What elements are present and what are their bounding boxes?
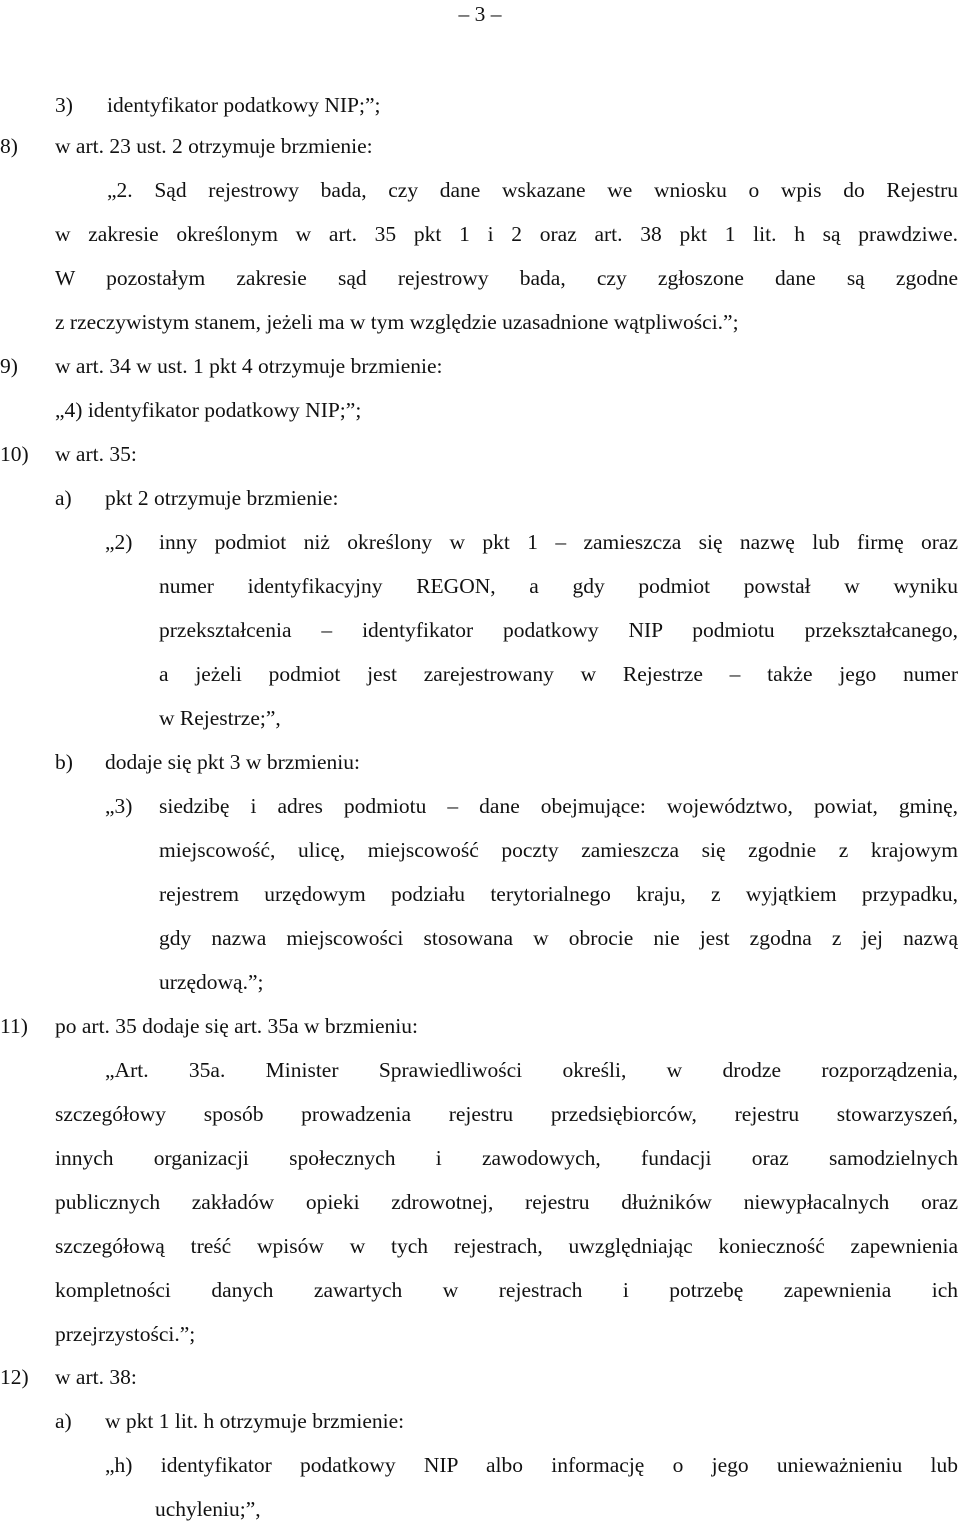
quote-line: w zakresie określonym w art. 35 pkt 1 i 2 oraz art. 38 pkt 1 lit. h są prawdziwe. [55,222,958,246]
art35a-line: innych organizacji społecznych i zawodowych, fundacji oraz samodzielnych [55,1146,958,1170]
quote-line: „4) identyfikator podatkowy NIP;”; [55,398,362,422]
art35a-line: „Art. 35a. Minister Sprawiedliwości określi, w drodze rozporządzenia, [105,1058,958,1082]
page-number: – 3 – [458,2,502,26]
item-12-number: 12) [0,1365,29,1389]
letter-a-text: pkt 2 otrzymuje brzmienie: [105,486,339,510]
point-3-line: miejscowość, ulicę, miejscowość poczty zamieszcza się zgodnie z krajowym [159,838,958,862]
letter-a-text: w pkt 1 lit. h otrzymuje brzmienie: [105,1409,405,1433]
item-8-text: w art. 23 ust. 2 otrzymuje brzmienie: [55,134,373,158]
point-3-line: rejestrem urzędowym podziału terytorialnego kraju, z wyjątkiem przypadku, [159,882,958,906]
item-10-number: 10) [0,442,29,466]
item-3-number: 3) [55,93,73,117]
item-9-text: w art. 34 w ust. 1 pkt 4 otrzymuje brzmienie: [55,354,443,378]
lit-h-line: „h) identyfikator podatkowy NIP albo informację o jego unieważnieniu lub [105,1453,958,1477]
item-9-number: 9) [0,354,18,378]
art35a-line: publicznych zakładów opieki zdrowotnej, rejestru dłużników niewypłacalnych oraz [55,1190,958,1214]
art35a-line: kompletności danych zawartych w rejestrach i potrzebę zapewnienia ich [55,1278,958,1302]
art35a-line: szczegółową treść wpisów w tych rejestrach, uwzględniając konieczność zapewnienia [55,1234,958,1258]
point-3-number: „3) [105,794,133,818]
letter-b-label: b) [55,750,73,774]
item-11-text: po art. 35 dodaje się art. 35a w brzmieniu: [55,1014,419,1038]
art35a-line: przejrzystości.”; [55,1322,196,1346]
letter-b-text: dodaje się pkt 3 w brzmieniu: [105,750,360,774]
point-2-line: inny podmiot niż określony w pkt 1 – zamieszcza się nazwę lub firmę oraz [159,530,958,554]
item-11-number: 11) [0,1014,28,1038]
item-10-text: w art. 35: [55,442,137,466]
point-2-line: w Rejestrze;”, [159,706,281,730]
point-2-line: przekształcenia – identyfikator podatkowy NIP podmiotu przekształcanego, [159,618,958,642]
item-12-text: w art. 38: [55,1365,137,1389]
point-2-line: numer identyfikacyjny REGON, a gdy podmiot powstał w wyniku [159,574,958,598]
point-3-line: urzędową.”; [159,970,264,994]
item-8-number: 8) [0,134,18,158]
item-3-text: identyfikator podatkowy NIP;”; [107,93,381,117]
point-2-number: „2) [105,530,133,554]
quote-line: z rzeczywistym stanem, jeżeli ma w tym względzie uzasadnione wątpliwości.”; [55,310,739,334]
quote-line: W pozostałym zakresie sąd rejestrowy bada, czy zgłoszone dane są zgodne [55,266,958,290]
point-3-line: siedzibę i adres podmiotu – dane obejmujące: województwo, powiat, gminę, [159,794,958,818]
quote-line: „2. Sąd rejestrowy bada, czy dane wskazane we wniosku o wpis do Rejestru [107,178,958,202]
letter-a-label: a) [55,1409,72,1433]
point-2-line: a jeżeli podmiot jest zarejestrowany w Rejestrze – także jego numer [159,662,958,686]
art35a-line: szczegółowy sposób prowadzenia rejestru przedsiębiorców, rejestru stowarzyszeń, [55,1102,958,1126]
lit-h-line: uchyleniu;”, [155,1497,261,1521]
letter-a-label: a) [55,486,72,510]
point-3-line: gdy nazwa miejscowości stosowana w obrocie nie jest zgodna z jej nazwą [159,926,958,950]
